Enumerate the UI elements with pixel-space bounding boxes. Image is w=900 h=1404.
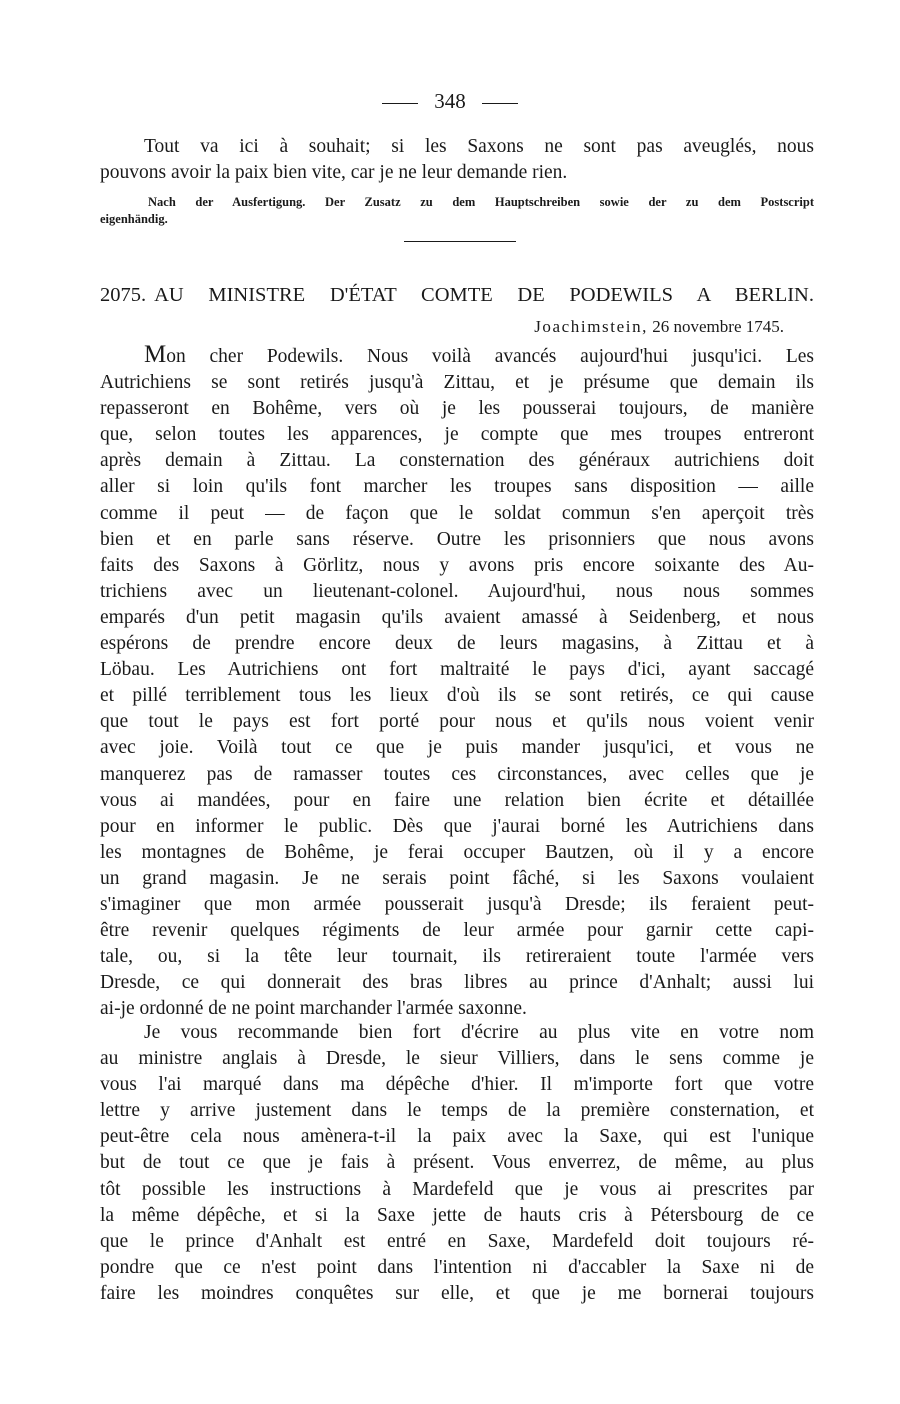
text-line: peut-être cela nous amènera-t-il la paix avec la Saxe, qui est l'unique (100, 1126, 814, 1148)
text-line: trichiens avec un lieutenant-colonel. Aujourd'hui, nous nous sommes (100, 580, 814, 602)
text-line: Autrichiens se sont retirés jusqu'à Zittau, et je présume que demain ils (100, 372, 814, 394)
text-line: vous l'ai marqué dans ma dépêche d'hier. Il m'importe fort que votre (100, 1074, 814, 1096)
text-line: pour en informer le public. Dès que j'aurai borné les Autrichiens dans (100, 815, 814, 837)
text-line: faits des Saxons à Görlitz, nous y avons pris encore soixante des Au- (100, 554, 814, 576)
letter-first-paragraph (100, 342, 814, 1022)
text-line: pondre que ce n'est point dans l'intention ni d'accabler la Saxe ni de (100, 1256, 814, 1278)
text-line: bien et en parle sans réserve. Outre les prisonniers que nous avons (100, 528, 814, 550)
text-line: manquerez pas de ramasser toutes ces circonstances, avec celles que je (100, 763, 814, 785)
text-line: après demain à Zittau. La consternation des généraux autrichiens doit (100, 450, 814, 472)
text-line: tôt possible les instructions à Mardefeld que je vous ai prescrites par (100, 1178, 814, 1200)
page-number-right-dash (482, 103, 518, 104)
text-line: ai-je ordonné de ne point marchander l'armée saxonne. (100, 998, 527, 1020)
text-line: s'imaginer que mon armée pousserait jusqu'à Dresde; ils feraient peut- (100, 893, 814, 915)
text-line: Dresde, ce qui donnerait des bras libres au prince d'Anhalt; aussi lui (100, 972, 814, 994)
text-line: un grand magasin. Je ne serais point fâché, si les Saxons voulaient (100, 867, 814, 889)
text-line: pouvons avoir la paix bien vite, car je ne leur demande rien. (100, 162, 568, 184)
dateline (534, 314, 784, 340)
note-line: eigenhändig. (100, 212, 168, 226)
text-line: emparés d'un petit magasin qu'ils avaient amassé à Seidenberg, et nous (100, 606, 814, 628)
text-line: être revenir quelques régiments de leur armée pour garnir cette capi- (100, 920, 814, 942)
text-line: but de tout ce que je fais à présent. Vous enverrez, de même, au plus (100, 1152, 814, 1174)
text-line: Je vous recommande bien fort d'écrire au plus vite en votre nom (144, 1022, 814, 1043)
page-number (0, 86, 900, 116)
text-line: espérons de prendre encore deux de leurs magasins, à Zittau et à (100, 633, 814, 655)
text-line: Löbau. Les Autrichiens ont fort maltraité le pays d'ici, ayant saccagé (100, 659, 814, 681)
letter-title: AU MINISTRE D'ÉTAT COMTE DE PODEWILS A BERLIN. (154, 284, 814, 306)
editorial-note (100, 194, 814, 228)
top-paragraph (100, 134, 814, 186)
letter-second-paragraph (100, 1020, 814, 1307)
text-line: la même dépêche, et si la Saxe jette de hauts cris à Pétersbourg de ce (100, 1204, 814, 1226)
text-line: que, selon toutes les apparences, je compte que mes troupes entreront (100, 424, 814, 446)
text-line: au ministre anglais à Dresde, le sieur Villiers, dans le sens comme je (100, 1048, 814, 1070)
text-line: aller si loin qu'ils font marcher les troupes sans disposition — aille (100, 476, 814, 498)
text-line: tale, ou, si la tête leur tournait, ils retireraient toute l'armée vers (100, 946, 814, 968)
text-line: repasseront en Bohême, vers où je les pousserai toujours, de manière (100, 398, 814, 420)
page-number-text: 348 (434, 89, 466, 113)
text-line-rest: on cher Podewils. Nous voilà avancés aujourd'hui jusqu'ici. Les (166, 346, 814, 367)
letter-heading (100, 280, 814, 310)
text-line (100, 342, 814, 370)
text-line: que le prince d'Anhalt est entré en Saxe, Mardefeld doit toujours ré- (100, 1230, 814, 1252)
text-line: lettre y arrive justement dans le temps de la première consternation, et (100, 1100, 814, 1122)
text-line: et pillé terriblement tous les lieux d'où ils se sont retirés, ce qui cause (100, 685, 814, 707)
text-line: les montagnes de Bohême, je ferai occuper Bautzen, où il y a encore (100, 841, 814, 863)
text-line: Tout va ici à souhait; si les Saxons ne sont pas aveuglés, nous (144, 136, 814, 157)
initial-letter: M (144, 341, 167, 368)
dateline-place: Joachimstein, (534, 317, 649, 336)
dateline-date: 26 novembre 1745. (652, 317, 784, 336)
text-line: avec joie. Voilà tout ce que je puis mander jusqu'ici, et vous ne (100, 737, 814, 759)
letter-number: 2075. (100, 284, 147, 306)
text-line: faire les moindres conquêtes sur elle, et que je me bornerai toujours (100, 1282, 814, 1304)
note-line: Nach der Ausfertigung. Der Zusatz zu dem Hauptschreiben sowie der zu dem Postscript (148, 195, 814, 209)
page-number-left-dash (382, 103, 418, 104)
section-divider (404, 241, 516, 242)
text-line: vous ai mandées, pour en faire une relation bien écrite et détaillée (100, 789, 814, 811)
text-line: que tout le pays est fort porté pour nous et qu'ils nous voient venir (100, 711, 814, 733)
text-line: comme il peut — de façon que le soldat commun s'en aperçoit très (100, 502, 814, 524)
